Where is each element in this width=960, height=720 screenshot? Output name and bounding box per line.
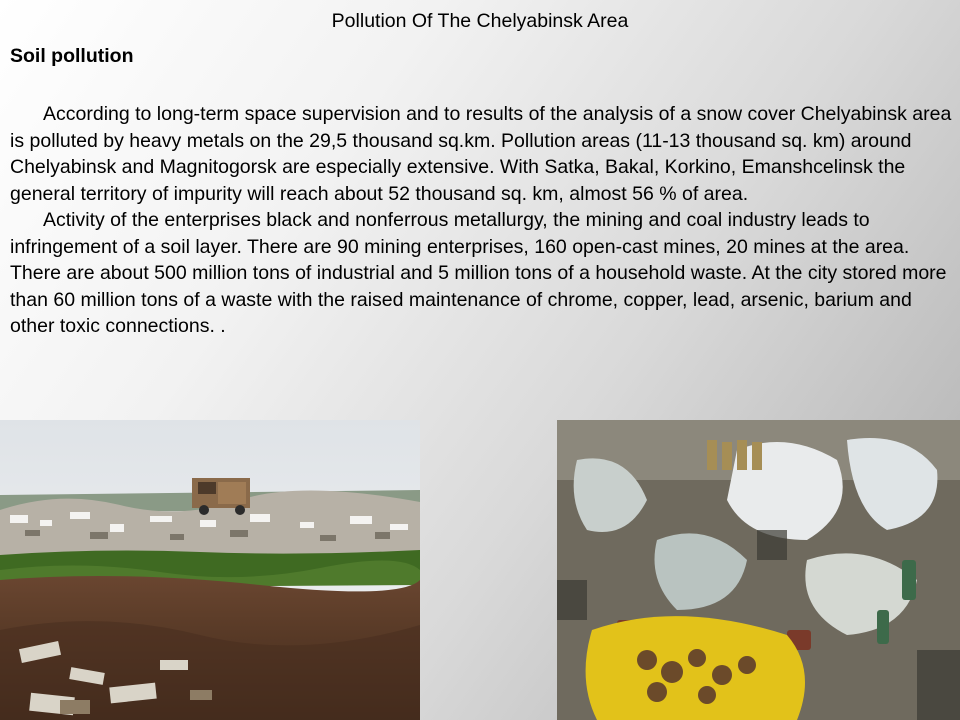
section-heading: Soil pollution bbox=[10, 45, 134, 67]
paragraph-3: There are about 500 million tons of industrial and 5 million tons of a household waste. At the city stored more than 60 million tons of a waste with the raised maintenance of chrome, copper, lead, arsenic, barium and other toxic connections. . bbox=[10, 262, 947, 337]
body-text bbox=[10, 101, 955, 340]
paragraph-1: According to long-term space supervision and to results of the analysis of a snow cover Chelyabinsk area is polluted by heavy metals on the 29,5 thousand sq.km. Pollution areas (11-13 thousand sq. km) around Chelyabinsk and Magnitogorsk are especially extensive. With Satka, Bakal, Korkino, Emanshcelinsk the general territory of impurity will reach about 52 thousand sq. km, almost 56 % of area. bbox=[10, 103, 952, 205]
paragraph-2: Activity of the enterprises black and nonferrous metallurgy, the mining and coal industry leads to infringement of a soil layer. There are 90 mining enterprises, 160 open-cast mines, 20 mines at the area. bbox=[10, 209, 910, 258]
garbage-photo bbox=[557, 420, 960, 720]
landfill-photo bbox=[0, 420, 420, 720]
slide-title: Pollution Of The Chelyabinsk Area bbox=[331, 10, 629, 32]
